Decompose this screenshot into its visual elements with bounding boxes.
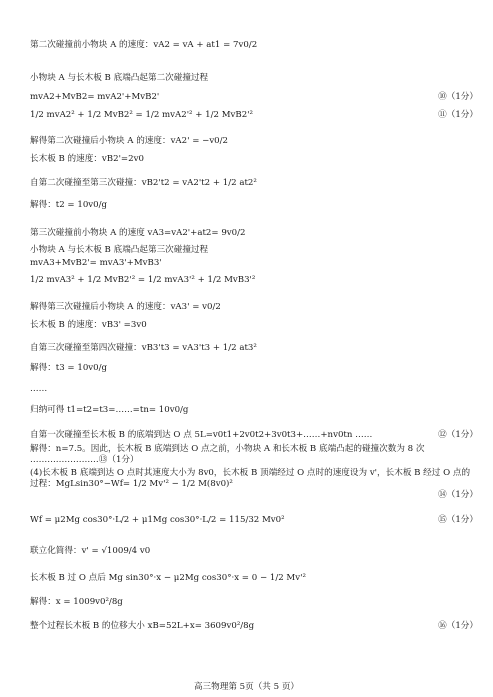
line-16: 解得：t3 = 10v0/g: [30, 363, 108, 373]
line-8: 解得：t2 = 10v0/g: [30, 200, 108, 210]
line-14: 长木板 B 的速度：vB3' =3v0: [30, 320, 147, 330]
line-26: 整个过程长木板 B 的位移大小 xB=52L+x= 3609v0²/8g ⑯（1分）: [30, 621, 478, 631]
line-12: 1/2 mvA3² + 1/2 MvB2'² = 1/2 mvA3'² + 1/2 MvB3'²: [30, 275, 256, 285]
line-17: ……: [30, 384, 48, 394]
line-3: mvA2+MvB2= mvA2'+MvB2' ⑩（1分）: [30, 92, 478, 102]
line-24: 长木板 B 过 O 点后 Mg sin30°·x − μ2Mg cos30°·x = 0 − 1/2 Mv'²: [30, 573, 306, 583]
line-10: 小物块 A 与长木板 B 底端凸起第三次碰撞过程: [30, 245, 209, 255]
line-18: 归纳可得 t1=t2=t3=……=tn= 10v0/g: [30, 405, 189, 415]
line-22: Wf = μ2Mg cos30°·L/2 + μ1Mg cos30°·L/2 = 115/32 Mv0² ⑮（1分）: [30, 515, 478, 525]
line-13: 解得第三次碰撞后小物块 A 的速度：vA3' = v0/2: [30, 302, 221, 312]
line-7: 自第二次碰撞至第三次碰撞：vB2't2 = vA2't2 + 1/2 at2²: [30, 178, 257, 188]
line-19: 自第一次碰撞至长木板 B 的底端到达 O 点 5L=v0t1+2v0t2+3v0t3+……+nv0tn …… ⑫（1分）: [30, 430, 478, 440]
line-9: 第三次碰撞前小物块 A 的速度 vA3=vA2'+at2= 9v0/2: [30, 228, 246, 238]
line-20: 解得：n=7.5。因此，长木板 B 底端到达 O 点之前，小物块 A 和长木板 B 底端凸起的碰撞次数为 8 次 ……………………⑬（1分）: [30, 444, 425, 465]
line-5: 解得第二次碰撞后小物块 A 的速度：vA2' = −v0/2: [30, 136, 229, 146]
line-25: 解得：x = 1009v0²/8g: [30, 597, 123, 607]
line-6: 长木板 B 的速度：vB2'=2v0: [30, 154, 144, 164]
page-footer: 高三物理第 5页（共 5 页）: [193, 682, 300, 692]
line-15: 自第三次碰撞至第四次碰撞：vB3't3 = vA3't3 + 1/2 at3²: [30, 343, 257, 353]
line-4: 1/2 mvA2² + 1/2 MvB2² = 1/2 mvA2'² + 1/2 MvB2'² ⑪（1分）: [30, 110, 478, 120]
line-11: mvA3+MvB2'= mvA3'+MvB3': [30, 258, 162, 268]
line-23: 联立化简得：v' = √1009/4 v0: [30, 546, 151, 556]
line-1: 第二次碰撞前小物块 A 的速度：vA2 = vA + at1 = 7v0/2: [30, 40, 258, 50]
line-2: 小物块 A 与长木板 B 底端凸起第二次碰撞过程: [30, 73, 209, 83]
line-21: (4)长木板 B 底端到达 O 点时其速度大小为 8v0，长木板 B 顶端经过 O 点时的速度设为 v'，长木板 B 经过 O 点的过程：MgLsin30°−Wf= 1/2 Mv'² − 1/2 M(8v0)² ⑭（1分）: [30, 468, 478, 500]
